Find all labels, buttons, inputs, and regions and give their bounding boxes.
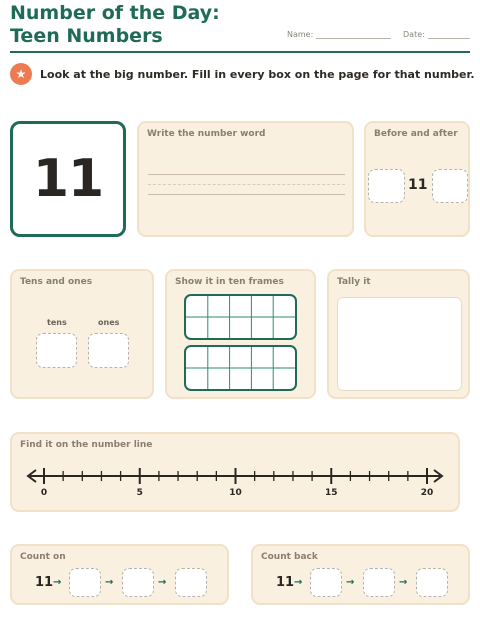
after-box[interactable] bbox=[432, 169, 468, 203]
count-on-box-3[interactable] bbox=[175, 568, 207, 597]
page-title: Number of the Day: Teen Numbers bbox=[10, 2, 220, 47]
count-back-label: Count back bbox=[261, 552, 318, 562]
name-line bbox=[316, 31, 391, 39]
arrow-right-icon: → bbox=[158, 577, 167, 588]
number-line-card bbox=[10, 432, 460, 512]
before-box[interactable] bbox=[368, 169, 405, 203]
arrow-right-icon: → bbox=[294, 577, 303, 588]
tens-label: tens bbox=[47, 318, 67, 327]
number-line-tick-label: 0 bbox=[40, 488, 48, 498]
count-back-start: 11 bbox=[276, 575, 295, 590]
date-line bbox=[428, 31, 470, 39]
count-on-box-1[interactable] bbox=[69, 568, 101, 597]
ten-frame-2[interactable] bbox=[184, 345, 297, 391]
tens-ones-card bbox=[10, 269, 154, 399]
date-label: Date: bbox=[403, 30, 425, 39]
number-line-tick-label: 10 bbox=[229, 488, 242, 498]
count-on-label: Count on bbox=[20, 552, 66, 562]
tally-card bbox=[327, 269, 470, 399]
number-word-card bbox=[137, 121, 354, 237]
tens-box[interactable] bbox=[36, 333, 77, 368]
arrow-right-icon: → bbox=[346, 577, 355, 588]
ten-frame-1[interactable] bbox=[184, 294, 297, 340]
before-after-number: 11 bbox=[408, 177, 428, 193]
arrow-right-icon: → bbox=[399, 577, 408, 588]
arrow-right-icon: → bbox=[105, 577, 114, 588]
date-field[interactable] bbox=[403, 30, 470, 39]
write-line-top[interactable] bbox=[148, 174, 345, 175]
ones-label: ones bbox=[98, 318, 120, 327]
ten-frames-label: Show it in ten frames bbox=[175, 277, 284, 287]
star-icon: ★ bbox=[10, 63, 32, 85]
before-after-label: Before and after bbox=[374, 129, 458, 139]
count-on-start: 11 bbox=[35, 575, 54, 590]
ten-frames-card bbox=[165, 269, 316, 399]
number-line-label: Find it on the number line bbox=[20, 440, 153, 450]
tens-ones-label: Tens and ones bbox=[20, 277, 93, 287]
tally-box[interactable] bbox=[337, 297, 462, 391]
number-line-tick-label: 20 bbox=[420, 488, 434, 498]
before-after-card bbox=[364, 121, 470, 237]
ones-box[interactable] bbox=[88, 333, 129, 368]
count-back-card bbox=[251, 544, 470, 605]
instruction-text: Look at the big number. Fill in every box on the page for that number. bbox=[40, 68, 475, 81]
count-on-box-2[interactable] bbox=[122, 568, 154, 597]
number-line-tick-label: 5 bbox=[136, 488, 143, 498]
name-label: Name: bbox=[287, 30, 314, 39]
big-number: 11 bbox=[32, 149, 104, 209]
ten-frame-grid-1 bbox=[186, 296, 295, 338]
big-number-card bbox=[10, 121, 126, 237]
write-line-mid bbox=[148, 184, 345, 185]
count-on-card bbox=[10, 544, 229, 605]
number-word-label: Write the number word bbox=[147, 129, 266, 139]
header-rule bbox=[10, 51, 470, 53]
count-back-box-3[interactable] bbox=[416, 568, 448, 597]
write-line-base[interactable] bbox=[148, 194, 345, 195]
ten-frame-grid-2 bbox=[186, 347, 295, 389]
number-line-tick-label: 15 bbox=[324, 488, 338, 498]
tally-label: Tally it bbox=[337, 277, 371, 287]
name-field[interactable] bbox=[287, 30, 391, 39]
count-back-box-1[interactable] bbox=[310, 568, 342, 597]
arrow-right-icon: → bbox=[53, 577, 62, 588]
count-back-box-2[interactable] bbox=[363, 568, 395, 597]
